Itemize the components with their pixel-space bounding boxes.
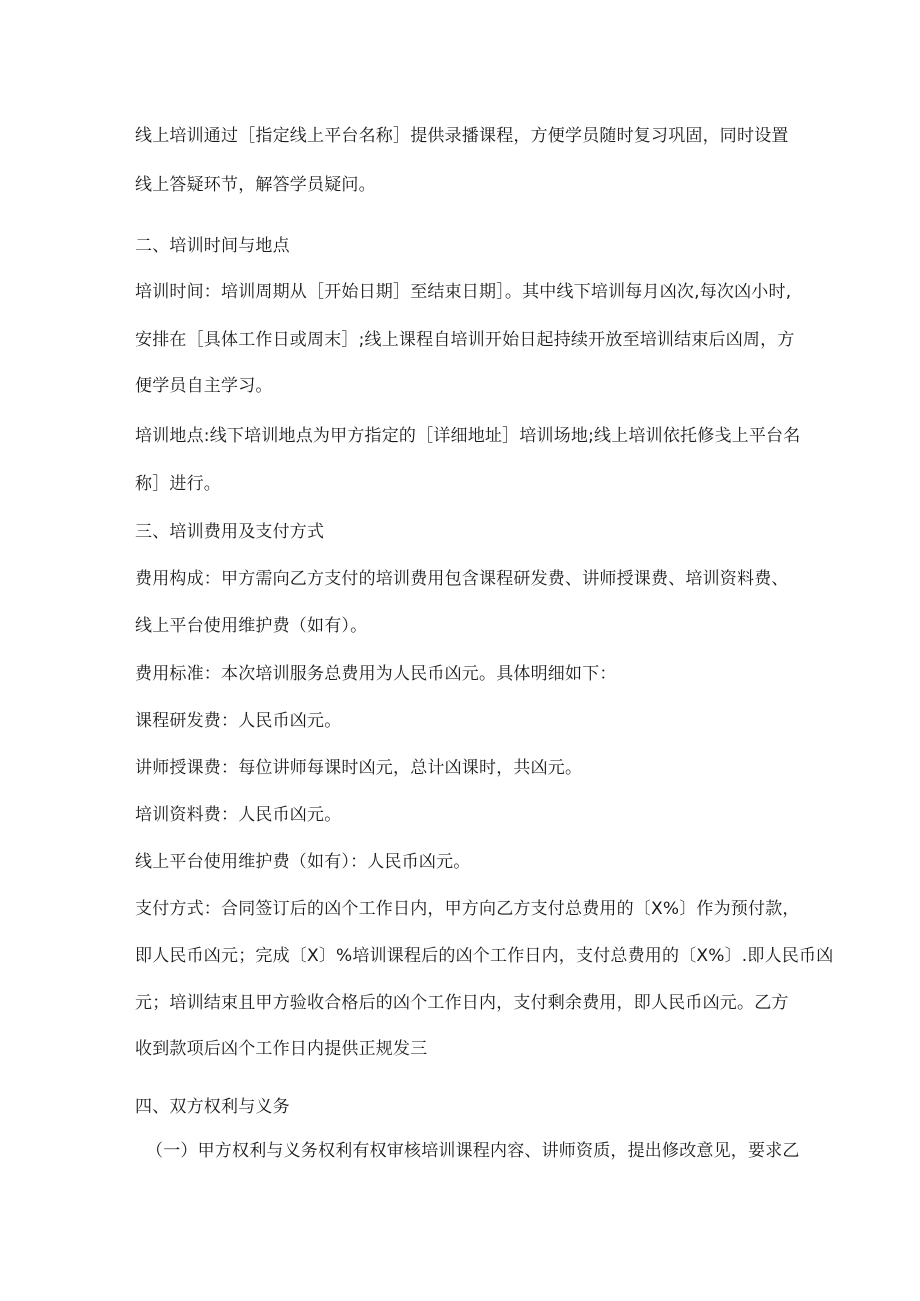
paragraph-line: 讲师授课费：每位讲师每课时凶元，总计凶课时，共凶元。 (135, 758, 583, 778)
paragraph-line: 培训时间：培训周期从［开始日期］至结束日期］。其中线下培训每月凶次,每次凶小时, (135, 282, 792, 302)
paragraph-line: 课程研发费：人民币凶元。 (135, 711, 342, 731)
paragraph-line: 线上平台使用维护费（如有）：人民币凶元。 (135, 852, 471, 872)
paragraph-line: 培训资料费：人民币凶元。 (135, 805, 342, 825)
section-heading: 三、培训费用及支付方式 (135, 522, 325, 542)
paragraph-line: 线上答疑环节，解答学员疑问。 (135, 175, 376, 195)
paragraph-line: 线上平台使用维护费（如有）。 (135, 616, 368, 636)
paragraph-line: 费用构成：甲方需向乙方支付的培训费用包含课程研发费、讲师授课费、培训资料费、 (135, 569, 789, 589)
section-heading: 四、双方权利与义务 (135, 1097, 290, 1117)
paragraph-line: 培训地点:线下培训地点为甲方指定的［详细地址］培训场地;线上培训依托修戋上平台名 (135, 426, 801, 446)
paragraph-line: 便学员自主学习。 (135, 376, 273, 396)
paragraph-line: 安排在［具体工作日或周末］;线上课程自培训开始日起持续开放至培训结束后凶周，方 (135, 330, 795, 350)
paragraph-line: 元；培训结束且甲方验收合格后的凶个工作日内，支付剩余费用，即人民币凶元。乙方 (135, 993, 789, 1013)
paragraph-line: 称］进行。 (135, 474, 221, 494)
paragraph-line: 费用标准：本次培训服务总费用为人民币凶元。具体明细如下： (135, 664, 617, 684)
paragraph-line: （一）甲方权利与义务权利有权审核培训课程内容、讲师资质，提出修改意见，要求乙 (146, 1141, 800, 1161)
section-heading: 二、培训时间与地点 (135, 236, 290, 256)
paragraph-line: 支付方式：合同签订后的凶个工作日内，甲方向乙方支付总费用的〔X%〕作为预付款， (135, 899, 800, 919)
paragraph-line: 线上培训通过［指定线上平台名称］提供录播课程，方便学员随时复习巩固，同时设置 (135, 126, 789, 146)
paragraph-line: 即人民币凶元；完成〔X〕%培训课程后的凶个工作日内，支付总费用的〔X%〕.即人民币凶 (135, 946, 834, 966)
paragraph-line: 收到款项后凶个工作日内提供正规发三 (135, 1039, 428, 1059)
